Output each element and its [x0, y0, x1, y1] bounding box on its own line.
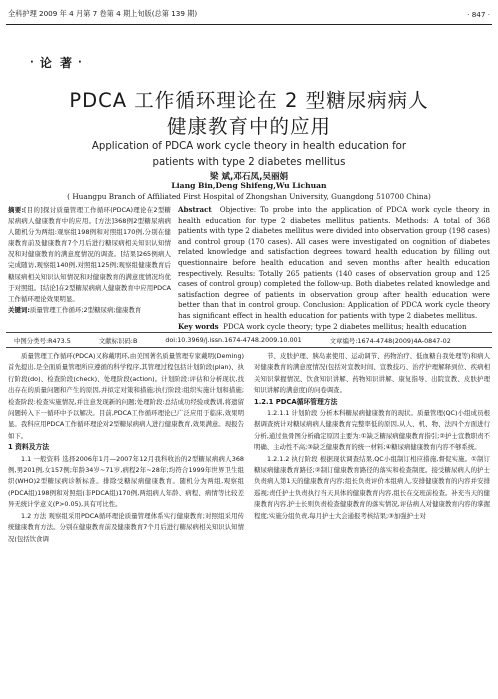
body-paragraph: 1.1 一般资料 选择2006年1月—2007年12月我科收治的2型糖尿病病人368例,男201例,女157例;年龄34岁~71岁,病程2年~28年;均符合1999年世界卫生组织(WHO)2型糖尿病诊断标准。排除受糖尿病健康教育。随机分为两组,观察组(PDCA组)198例和对照组(非PDCA组)170例,两组病人年龄、病程、病情等比较差异无统计学意义(P>0.05),具有可比性。: [8, 454, 244, 509]
document-code: 文献标识码:B: [98, 337, 138, 345]
abstract-zh: [8, 205, 171, 316]
body-paragraph: 1.2.1.2 执行阶段 根据现状调查结果,QC小组制订相应措施,督促实施。①制订糖尿病健康教育路径;②制订健康教育路径的落实和检查制度。接受糖尿病人的护士负责病人第1天的健康教育内容;组长负责评价本组病人,安排健康教育的内容并安排巡视;责任护士负责执行当天具体的健康教育内容,组长在交班前检查。补充当天的健康教育内容,护士长则负责检查健康教育的落实情况,评估病人对健康教育内容的掌握程度;实施分组负责,每月护士大会通报考核结果;③加强护士对: [254, 454, 490, 520]
body-paragraph: 1.2 方法 观察组采用PDCA循环理论质量管理体系实行健康教育;对照组采用传统健康教育方法。分别在健康教育前及健康教育7个月后进行糖尿病相关知识认知情况(包括饮食调: [8, 511, 244, 543]
header-rule: [6, 24, 492, 25]
bullet-icon: ·: [30, 57, 36, 68]
abstract-zh-text: [目的]探讨质量管理工作循环(PDCA)理论在2型糖尿病病人健康教育中的应用。[方法]368例2型糖尿病病人随机分为两组:观察组198例和对照组170例,分别在健康教育前及健康教育7个月后进行糖尿病相关知识认知情况和对健康教育的满意度情况的调查。[结果]265例病人完成随访,观察组140例,对照组125例;观察组健康教育后糖尿病相关知识认知情况和对健康教育的满意度情况均优于对照组。[结论]在2型糖尿病病人健康教育中应用PDCA工作循环理论效果明显。: [8, 206, 171, 303]
keywords-zh: 质量管理工作循环;2型糖尿病;健康教育: [29, 305, 142, 314]
body-paragraph: 节、皮肤护理、胰岛素使用、运动调节、药物治疗、低血糖自我处理等)和病人对健康教育的满意度情况(包括对宣教时间、宣教技巧、治疗护理解释到位、疾病相关知识掌握情况、饮食知识讲解、药物知识讲解、康复指导、出院宣教、皮肤护理知识讲解的满意度)的问卷调查。: [254, 352, 490, 395]
journal-info: 全科护理 2009 年 4 月第 7 卷第 4 期上旬版(总第 139 期): [8, 9, 198, 18]
body-paragraph: 质量管理工作循环(PDCA)又称戴明环,由美国著名质量管理专家戴明(Deming)首先提出,是全面质量管理所应遵循的科学程序,其管理过程包括计划阶段(plan)、执行阶段(do)、检查阶段(check)、处理阶段(action)。计划阶段:评估和分析现状,找出存在的质量问题和产生的原因,并拟定对策和措施;执行阶段:组织实施计划和措施;检查阶段:检查实施情况,并注意发现新的问题;处理阶段:总结成功经验或教训,将遗留问题转入下一循环中予以解决。目前,PDCA工作循环理论已广泛应用于临床,效果明显。我科应用PDCA工作循环理论对2型糖尿病病人进行健康教育,效果满意。现报告如下。: [8, 352, 244, 440]
abstract-en-label: Abstract: [178, 205, 212, 214]
body-paragraph: 1.2.1.1 计划阶段 分析本科糖尿病健康教育的现状。质量管理(QC)小组成员根据调查统计对糖尿病病人健康教育完整率低的原因,从人、机、物、法四个方面进行分析,通过鱼骨图分析确定原因主要为:①缺乏糖尿病健康教育指引;②护士宣教职责不明确、主动性不高;③缺乏健康教育的统一材料;④糖尿病健康教育内容不够系统。: [254, 409, 490, 452]
affiliation: ( Huangpu Branch of Affiliated First Hospital of Zhongshan University, Guangdong 510700 China): [67, 192, 431, 201]
abstract-en-text: Objective: To probe into the application of PDCA work cycle theory in health education for type 2 diabetes mellitus patients. Methods: A total of 368 patients with type 2 diabetes mellitus were divided into observation group (198 cases) and control group (170 cases). All cases were investigated on cognition of diabetes related knowledge and satisfaction degrees toward health education by filling out questionnaire before health education and seven months after health education respectively. Results: Totally 265 patients (140 cases of observation group and 125 cases of control group) completed the follow-up. Both diabetes related knowledge and satisfaction degree of patients in observation group after health education were better than that in control group. Conclusion: Application of PDCA work cycle theory has significant effect in health education for patients with type 2 diabetes mellitus.: [178, 205, 490, 320]
title-zh-line-2: 健康教育中的应用: [166, 115, 331, 138]
section-heading: 1 资料及方法: [8, 443, 50, 452]
running-header: [8, 5, 490, 23]
page-number: · 847 ·: [467, 9, 490, 19]
title-zh-line-1: PDCA 工作循环理论在 2 型糖尿病病人: [69, 89, 429, 112]
section-heading: 1.2.1 PDCA循环管理方法: [254, 397, 338, 406]
article-number: 文章编号:1674-4748(2009)4A-0847-02: [329, 337, 451, 345]
body-column-left: [8, 351, 244, 545]
section-label: [30, 54, 84, 71]
abstract-en: [178, 205, 490, 332]
title-en-line-2: patients with type 2 diabetes mellitus: [152, 157, 346, 168]
title-en-line-1: Application of PDCA work cycle theory in health education for: [91, 141, 407, 152]
meta-rule-bottom: [6, 347, 492, 348]
bullet-icon: ·: [78, 57, 84, 68]
body-column-right: [254, 351, 490, 522]
clc-number: 中图分类号:R473.5: [14, 337, 71, 345]
authors-zh: 梁 斌,邓石凤,吴丽娟: [209, 172, 289, 182]
keywords-en: PDCA work cycle theory; type 2 diabetes mellitus; health education: [223, 321, 467, 331]
authors-en: Liang Bin,Deng Shifeng,Wu Lichuan: [171, 181, 327, 190]
keywords-en-label: Key words: [178, 321, 219, 331]
meta-rule-top: [6, 332, 492, 333]
article-meta: [14, 336, 490, 345]
doi: doi:10.3969/j.issn.1674-4748.2009.10.001: [165, 336, 302, 344]
keywords-zh-label: 关键词:: [8, 305, 30, 314]
section-label-text: 论 著: [39, 56, 74, 70]
abstract-zh-label: 摘要:: [8, 206, 25, 214]
